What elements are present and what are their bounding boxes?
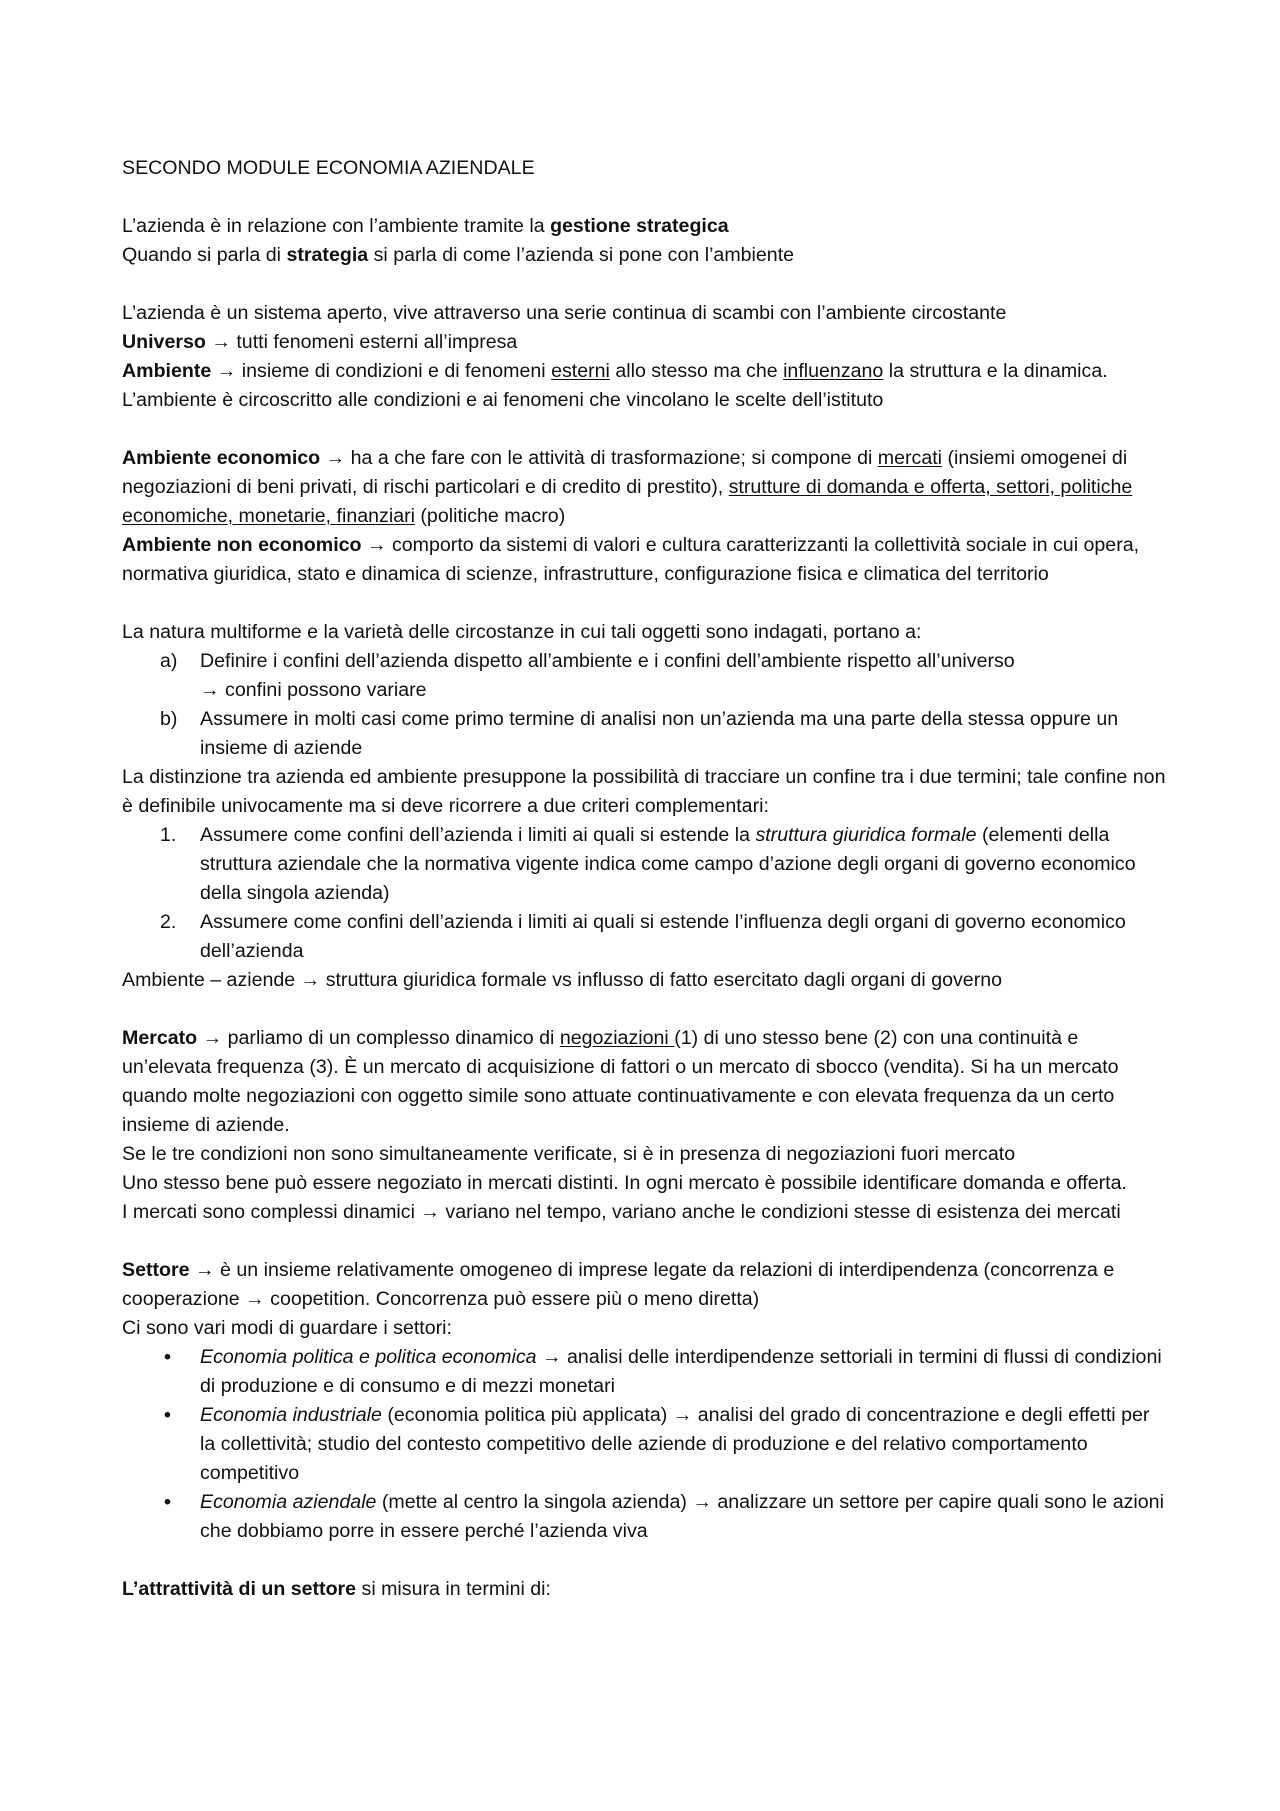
paragraph-attrattivita: L’attrattività di un settore si misura in termini di: — [122, 1578, 551, 1600]
paragraph-mercati-dinamici: I mercati sono complessi dinamici → variano nel tempo, variano anche le condizioni stesse di esistenza dei mercati — [122, 1201, 1121, 1223]
arrow-icon: → — [542, 1346, 562, 1368]
paragraph-distinzione: La distinzione tra azienda ed ambiente presuppone la possibilità di tracciare un confine tra i due termini; tale confine non è definibile univocamente ma si deve ricorrere a due criteri complementari: — [122, 766, 1166, 817]
arrow-icon: → — [200, 679, 220, 701]
bullet-icon: • — [164, 1346, 171, 1368]
numbered-list — [122, 821, 1170, 966]
paragraph-natura: La natura multiforme e la varietà delle circostanze in cui tali oggetti sono indagati, portano a: — [122, 621, 922, 643]
bullet-icon: • — [164, 1491, 171, 1513]
arrow-icon: → — [325, 447, 346, 469]
definition-mercato: Mercato → parliamo di un complesso dinamico di negoziazioni (1) di uno stesso bene (2) con una continuità e un’elevata frequenza (3). È un mercato di acquisizione di fattori o un mercato di sbocco (vendita). Si ha un mercato quando molte negoziazioni con oggetto simile sono attuate continuativamente e con elevata frequenza da un certo insieme di aziende. — [122, 1027, 1119, 1136]
arrow-icon: → — [194, 1259, 215, 1281]
paragraph-fuori-mercato: Se le tre condizioni non sono simultaneamente verificate, si è in presenza di negoziazioni fuori mercato — [122, 1143, 1016, 1165]
bullet-list — [122, 1343, 1170, 1546]
list-marker: 2. — [160, 911, 177, 933]
arrow-icon: → — [692, 1491, 712, 1513]
list-item: b) Assumere in molti casi come primo termine di analisi non un’azienda ma una parte della stessa oppure un insieme di aziende — [122, 705, 1170, 763]
list-item: • Economia industriale (economia politica più applicata) → analisi del grado di concentrazione e degli effetti per la collettività; studio del contesto competitivo delle aziende di produzione e del relativo comportamento competitivo — [122, 1401, 1170, 1488]
list-item: a) Definire i confini dell’azienda dispetto all’ambiente e i confini dell’ambiente rispetto all’universo → confini possono variare — [122, 647, 1170, 705]
list-item: • Economia aziendale (mette al centro la singola azienda) → analizzare un settore per capire quali sono le azioni che dobbiamo porre in essere perché l’azienda viva — [122, 1488, 1170, 1546]
paragraph-mercati-distinti: Uno stesso bene può essere negoziato in mercati distinti. In ogni mercato è possibile identificare domanda e offerta. — [122, 1172, 1127, 1194]
list-item: 1. Assumere come confini dell’azienda i limiti ai quali si estende la struttura giuridica formale (elementi della struttura aziendale che la normativa vigente indica come campo d’azione degli organi di governo economico della singola azienda) — [122, 821, 1170, 908]
paragraph-strategia: Quando si parla di strategia si parla di come l’azienda si pone con l’ambiente — [122, 244, 795, 266]
definition-settore: Settore → è un insieme relativamente omogeneo di imprese legate da relazioni di interdipendenza (concorrenza e cooperazione → coopetition. Concorrenza può essere più o meno diretta) — [122, 1259, 1115, 1310]
paragraph-sistema-aperto: L’azienda è un sistema aperto, vive attraverso una serie continua di scambi con l’ambiente circostante — [122, 302, 1007, 324]
arrow-icon: → — [672, 1404, 693, 1426]
arrow-icon: → — [300, 969, 321, 991]
paragraph-gestione: L’azienda è in relazione con l’ambiente tramite la gestione strategica — [122, 215, 729, 237]
arrow-icon: → — [245, 1288, 265, 1310]
definition-ambiente: Ambiente → insieme di condizioni e di fenomeni esterni allo stesso ma che influenzano la struttura e la dinamica. L’ambiente è circoscritto alle condizioni e ai fenomeni che vincolano le scelte dell’istituto — [122, 360, 1108, 411]
list-marker: b) — [160, 708, 178, 730]
list-item: • Economia politica e politica economica → analisi delle interdipendenze settoriali in termini di flussi di condizioni di produzione e di consumo e di mezzi monetari — [122, 1343, 1170, 1401]
list-marker: 1. — [160, 824, 177, 846]
arrow-icon: → — [420, 1201, 440, 1223]
arrow-icon: → — [366, 534, 387, 556]
paragraph-ambiente-aziende: Ambiente – aziende → struttura giuridica formale vs influsso di fatto esercitato dagli organi di governo — [122, 969, 1003, 991]
paragraph-modi: Ci sono vari modi di guardare i settori: — [122, 1317, 452, 1339]
list-marker: a) — [160, 650, 178, 672]
definition-ambiente-non-economico: Ambiente non economico → comporto da sistemi di valori e cultura caratterizzanti la collettività sociale in cui opera, normativa giuridica, stato e dinamica di scienze, infrastrutture, configurazione fisica e climatica del territorio — [122, 534, 1140, 585]
arrow-icon: → — [216, 360, 237, 382]
document-title: SECONDO MODULE ECONOMIA AZIENDALE — [122, 157, 535, 179]
list-item: 2. Assumere come confini dell’azienda i limiti ai quali si estende l’influenza degli organi di governo economico dell’azienda — [122, 908, 1170, 966]
arrow-icon: → — [211, 331, 231, 353]
arrow-icon: → — [202, 1027, 223, 1049]
definition-universo: Universo → tutti fenomeni esterni all’impresa — [122, 331, 518, 353]
bullet-icon: • — [164, 1404, 171, 1426]
definition-ambiente-economico: Ambiente economico → ha a che fare con le attività di trasformazione; si compone di mercati (insiemi omogenei di negoziazioni di beni privati, di rischi particolari e di credito di prestito), strutture di domanda e offerta, settori, politiche economiche, monetarie, finanziari (politiche macro) — [122, 447, 1133, 527]
alpha-list — [122, 647, 1170, 763]
